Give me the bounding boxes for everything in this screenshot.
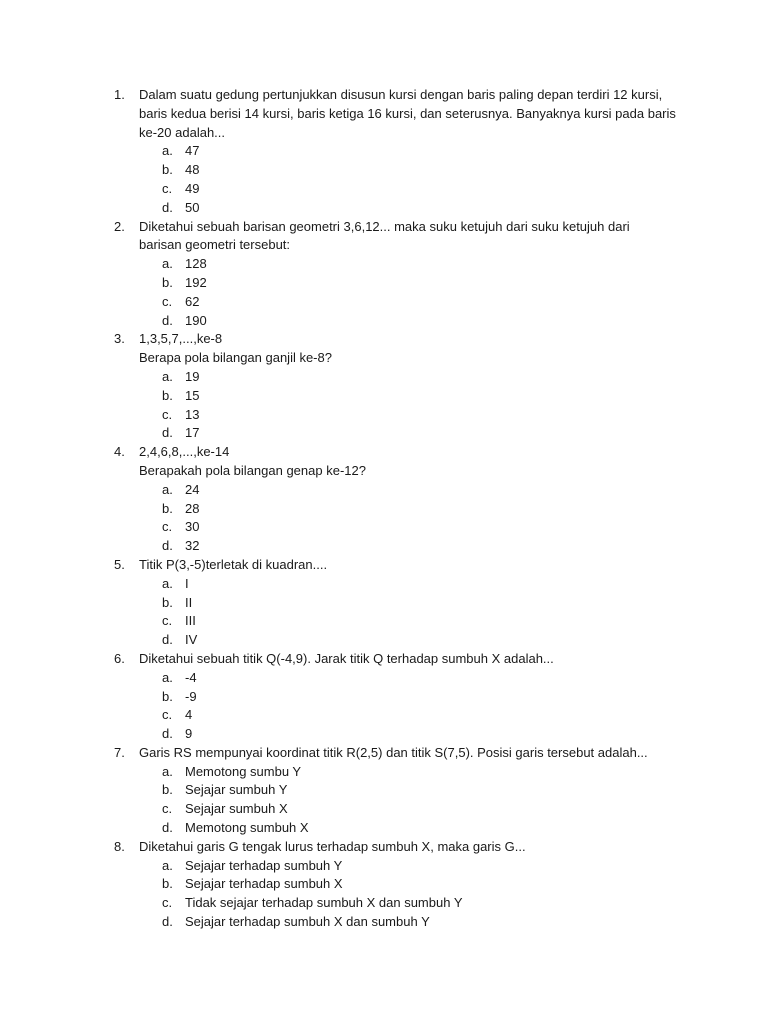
answer-option [139,781,674,800]
option-letter: b. [162,274,173,290]
question-item [114,330,674,443]
option-text: 15 [185,387,200,403]
option-letter: d. [162,425,173,441]
option-letter: b. [162,782,173,798]
option-letter: a. [162,368,173,384]
answer-option [139,875,674,894]
question-text: Dalam suatu gedung pertunjukkan disusun kursi dengan baris paling depan terdiri 12 kursi, [139,87,663,102]
option-text: 24 [185,481,200,497]
option-text: 48 [185,162,200,178]
option-letter: c. [162,895,173,911]
option-letter: c. [162,293,173,309]
option-text: IV [185,632,198,648]
question-text: Garis RS mempunyai koordinat titik R(2,5) dan titik S(7,5). Posisi garis tersebut adalah... [139,744,648,760]
answer-option [139,424,674,443]
answer-options [139,142,674,217]
answer-option [139,274,674,293]
option-letter: d. [162,538,173,554]
question-text: ke-20 adalah... [139,124,226,140]
answer-option [139,142,674,161]
answer-option [139,725,674,744]
answer-option [139,894,674,913]
option-text: Sejajar terhadap sumbuh X [185,876,343,892]
question-item [114,556,674,650]
answer-option [139,913,674,932]
option-letter: a. [162,256,173,272]
option-letter: c. [162,406,173,422]
option-text: -4 [185,669,197,685]
option-text: 17 [185,425,200,441]
option-letter: b. [162,876,173,892]
question-text: 2,4,6,8,...,ke-14 [139,444,230,460]
option-text: Memotong sumbuh X [185,820,309,836]
question-item [114,443,674,556]
answer-options [139,481,674,556]
answer-options [139,368,674,443]
answer-options [139,669,674,744]
option-letter: c. [162,707,173,723]
answer-option [139,481,674,500]
answer-option [139,575,674,594]
answer-option [139,293,674,312]
answer-option [139,631,674,650]
question-text: 1,3,5,7,...,ke-8 [139,331,223,347]
option-letter: d. [162,632,173,648]
answer-option [139,500,674,519]
question-text: baris kedua berisi 14 kursi, baris ketiga 16 kursi, dan seterusnya. Banyaknya kursi pada baris [139,105,676,121]
option-text: 13 [185,406,200,422]
question-number: 2. [114,218,125,234]
option-text: 9 [185,726,193,742]
option-text: Tidak sejajar terhadap sumbuh X dan sumbuh Y [185,895,463,911]
option-letter: c. [162,613,173,629]
option-letter: b. [162,688,173,704]
option-text: 4 [185,707,193,723]
question-number: 3. [114,331,125,347]
answer-option [139,387,674,406]
option-letter: d. [162,820,173,836]
option-letter: b. [162,387,173,403]
answer-option [139,857,674,876]
option-text: 128 [185,256,207,272]
question-text: barisan geometri tersebut: [139,237,291,253]
answer-option [139,180,674,199]
question-text: Titik P(3,-5)terletak di kuadran.... [139,556,328,572]
answer-option [139,518,674,537]
option-letter: d. [162,914,173,930]
option-text: Sejajar terhadap sumbuh Y [185,857,343,873]
answer-option [139,688,674,707]
question-item [114,650,674,744]
answer-options [139,857,674,932]
option-text: 192 [185,274,207,290]
answer-option [139,594,674,613]
option-text: 62 [185,293,200,309]
answer-option [139,312,674,331]
option-letter: a. [162,481,173,497]
option-letter: c. [162,519,173,535]
answer-options [139,255,674,330]
question-item [114,86,674,218]
question-item [114,744,674,838]
option-text: I [185,575,189,591]
option-text: Sejajar terhadap sumbuh X dan sumbuh Y [185,914,430,930]
option-text: 19 [185,368,200,384]
option-text: 32 [185,538,200,554]
option-letter: d. [162,726,173,742]
option-text: 28 [185,500,200,516]
question-number: 8. [114,838,125,854]
question-number: 6. [114,650,125,666]
option-text: Sejajar sumbuh X [185,801,288,817]
option-letter: a. [162,143,173,159]
option-text: 190 [185,312,207,328]
question-number: 4. [114,444,125,460]
option-text: Memotong sumbu Y [185,763,302,779]
option-letter: b. [162,162,173,178]
option-letter: a. [162,763,173,779]
answer-options [139,575,674,650]
question-text: Diketahui garis G tengak lurus terhadap sumbuh X, maka garis G... [139,838,526,854]
answer-option [139,763,674,782]
option-text: II [185,594,193,610]
option-text: 47 [185,143,200,159]
question-text: Berapakah pola bilangan genap ke-12? [139,462,366,478]
option-letter: d. [162,199,173,215]
answer-option [139,368,674,387]
question-text: Diketahui sebuah titik Q(-4,9). Jarak titik Q terhadap sumbuh X adalah... [139,650,554,666]
answer-option [139,706,674,725]
option-letter: b. [162,500,173,516]
answer-option [139,612,674,631]
answer-options [139,763,674,838]
option-letter: b. [162,594,173,610]
option-text: 30 [185,519,200,535]
question-number: 5. [114,556,125,572]
option-letter: c. [162,180,173,196]
option-letter: a. [162,857,173,873]
question-text: Diketahui sebuah barisan geometri 3,6,12... maka suku ketujuh dari suku ketujuh dari [139,218,630,234]
option-text: III [185,613,196,629]
question-number: 1. [114,87,125,102]
option-letter: a. [162,575,173,591]
answer-option [139,800,674,819]
option-letter: a. [162,669,173,685]
question-text: Berapa pola bilangan ganjil ke-8? [139,350,332,366]
answer-option [139,199,674,218]
option-text: 50 [185,199,200,215]
answer-option [139,819,674,838]
question-item [114,838,674,932]
question-list [114,86,674,932]
option-text: Sejajar sumbuh Y [185,782,288,798]
option-text: 49 [185,180,200,196]
option-letter: c. [162,801,173,817]
answer-option [139,161,674,180]
answer-option [139,669,674,688]
answer-option [139,406,674,425]
option-text: -9 [185,688,197,704]
answer-option [139,255,674,274]
question-item [114,218,674,331]
answer-option [139,537,674,556]
option-letter: d. [162,312,173,328]
question-number: 7. [114,744,125,760]
